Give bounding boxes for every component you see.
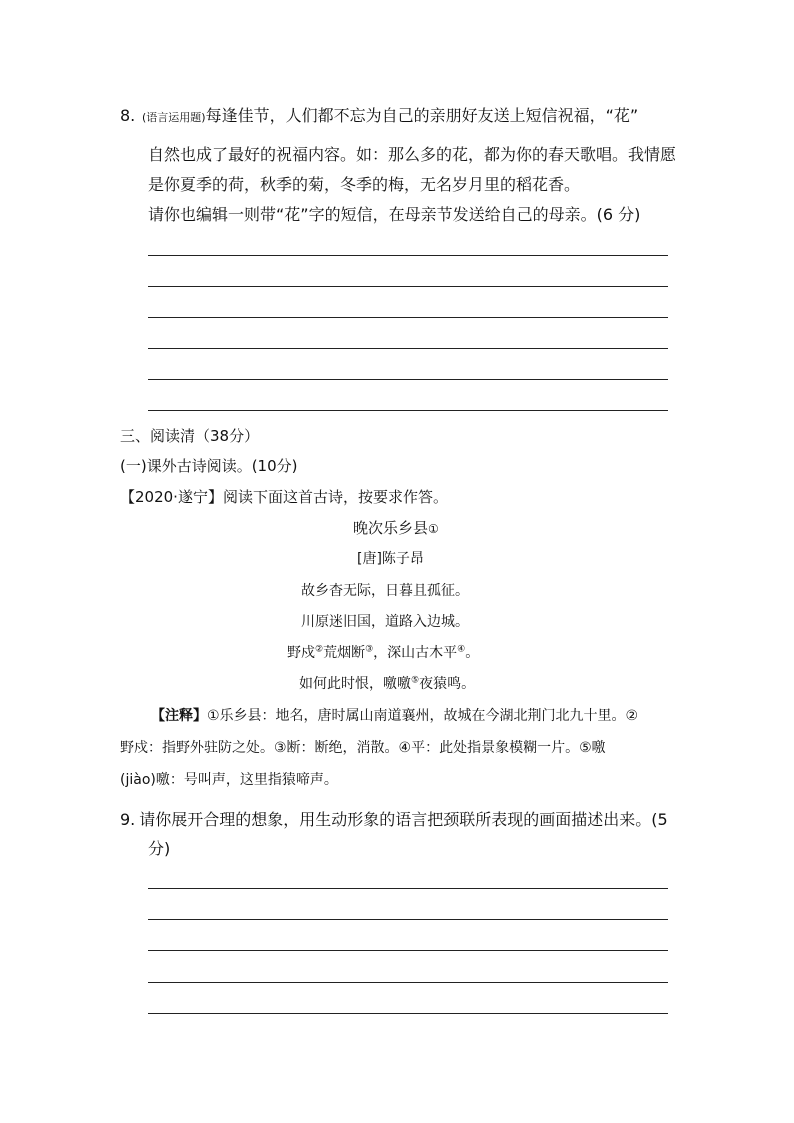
- answer-line: [148, 410, 668, 411]
- answer-line: [148, 919, 668, 920]
- q8-number: 8.: [120, 106, 136, 125]
- poem-line-2: 川原迷旧国，道路入边城。: [301, 614, 469, 630]
- poem-line-4: [299, 674, 475, 694]
- section-title: 三、阅读清（38分）: [120, 427, 260, 445]
- poem-line-3: [287, 643, 479, 663]
- poem-title: [353, 517, 439, 540]
- note-mark: ③: [365, 644, 374, 655]
- notes-line-2: 野戍：指野外驻防之处。③断：断绝，消散。④平：此处指景象模糊一片。⑤噭: [120, 740, 606, 756]
- answer-line: [148, 379, 668, 380]
- q8-line3: 是你夏季的荷，秋季的菊，冬季的梅，无名岁月里的稻花香。: [148, 175, 581, 194]
- note-mark: ⑤: [411, 675, 420, 686]
- notes-text-1: ①乐乡县：地名，唐时属山南道襄州，故城在今湖北荆门北九十里。②: [207, 708, 639, 724]
- notes-label: 【注释】: [151, 708, 207, 724]
- subsection-title: (一)课外古诗阅读。(10分): [120, 457, 298, 475]
- answer-line: [148, 255, 668, 256]
- q8-line4: 请你也编辑一则带“花”字的短信，在母亲节发送给自己的母亲。(6 分): [148, 205, 641, 224]
- notes-line-3: (jiào)噭：号叫声，这里指猿啼声。: [120, 772, 338, 788]
- q9-text-1: 请你展开合理的想象，用生动形象的语言把颈联所表现的画面描述出来。(5: [139, 810, 668, 829]
- q9-line2: 分): [148, 839, 171, 858]
- poem-author: [唐]陈子昂: [357, 551, 424, 567]
- poem-line-4-a: 如何此时恨，噭噭: [299, 676, 411, 692]
- note-mark: ②: [315, 644, 324, 655]
- q8-tag: (语言运用题): [142, 111, 206, 124]
- q8-text-line1: 每逢佳节，人们都不忘为自己的亲朋好友送上短信祝福，“花”: [205, 106, 639, 125]
- answer-line: [148, 348, 668, 349]
- answer-line: [148, 1013, 668, 1014]
- answer-line: [148, 982, 668, 983]
- q9-number: 9.: [120, 810, 136, 829]
- poem-title-note: ①: [428, 522, 439, 536]
- note-mark: ④: [457, 644, 466, 655]
- source-instruction: [120, 486, 448, 508]
- answer-line: [148, 286, 668, 287]
- poem-line-3-c: ，深山古木平: [373, 645, 458, 661]
- poem-line-3-a: 野戍: [287, 645, 315, 661]
- answer-line: [148, 888, 668, 889]
- q9-line1: [120, 809, 668, 831]
- answer-line: [148, 317, 668, 318]
- q8-line1: [142, 105, 638, 129]
- source-tag: 【2020·遂宁】: [120, 488, 223, 506]
- poem-line-1: 故乡杳无际，日暮且孤征。: [301, 583, 469, 599]
- answer-line: [148, 950, 668, 951]
- notes-line-1: [151, 706, 638, 726]
- instruction-text: 阅读下面这首古诗，按要求作答。: [222, 488, 448, 506]
- poem-line-4-b: 夜猿鸣。: [419, 676, 476, 692]
- poem-line-3-b: 荒烟断: [323, 645, 366, 661]
- poem-title-text: 晚次乐乡县: [353, 519, 429, 537]
- q8-line2: 自然也成了最好的祝福内容。如：那么多的花，都为你的春天歌唱。我情愿: [148, 145, 677, 164]
- poem-line-3-d: 。: [465, 645, 480, 661]
